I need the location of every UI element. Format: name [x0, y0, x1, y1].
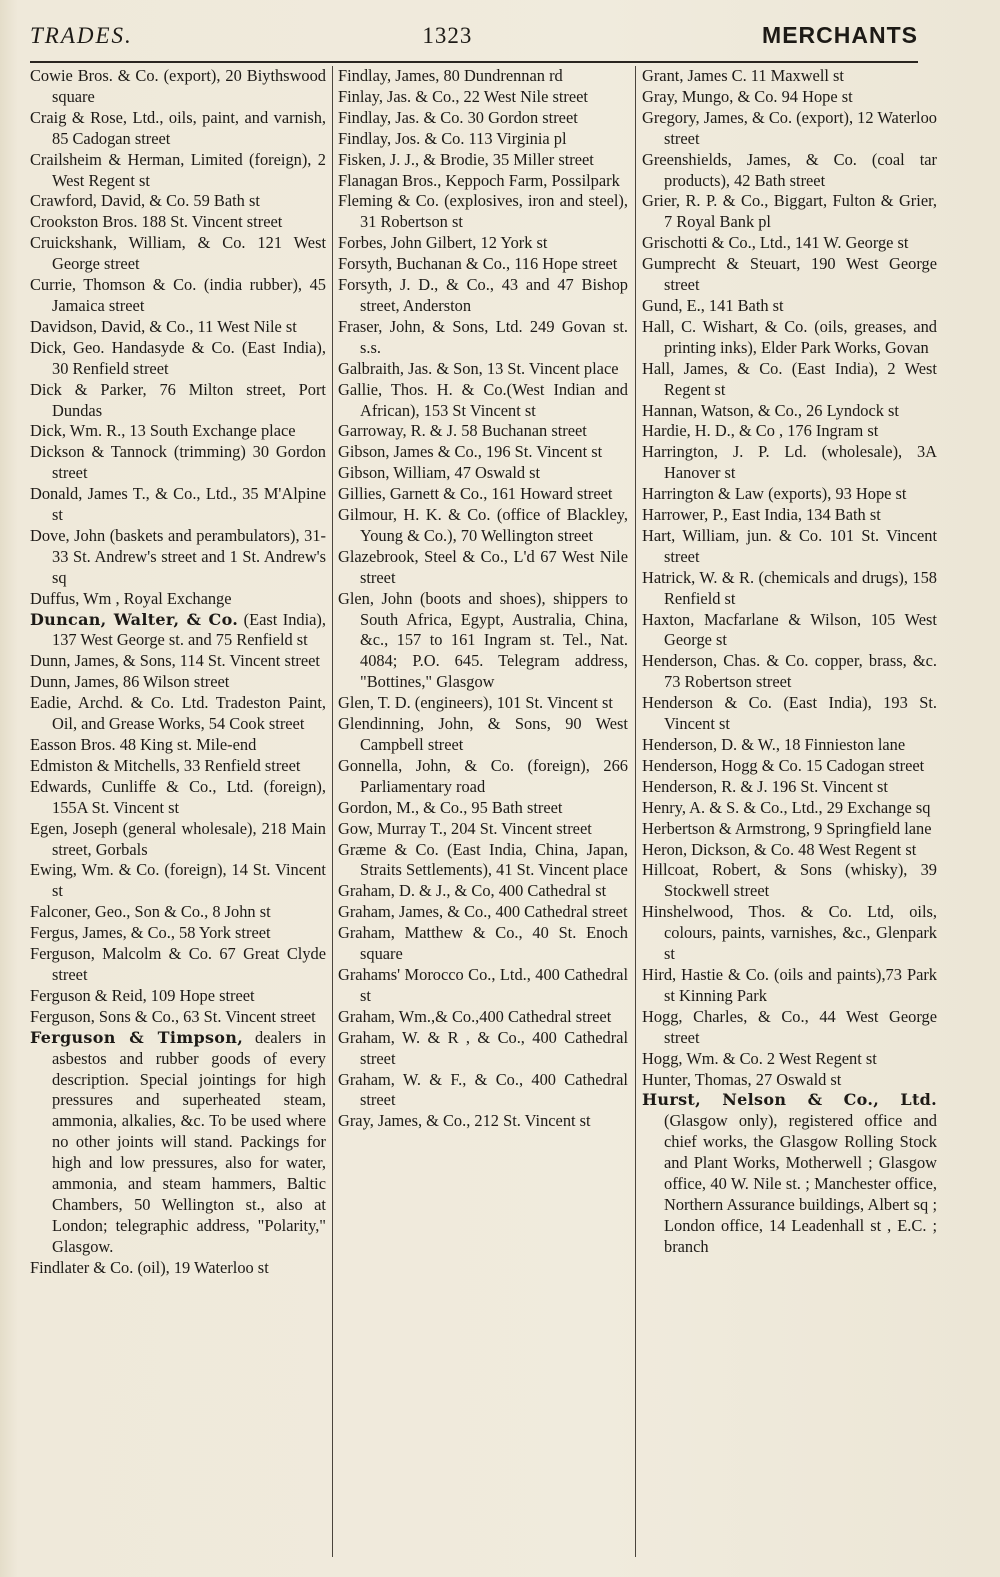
- directory-entry: [338, 547, 628, 589]
- entry-text: Hunter, Thomas, 27 Oswald st: [642, 1069, 842, 1089]
- entry-text: Fleming & Co. (explosives, iron and steel), 31 Robertson st: [338, 191, 628, 232]
- directory-entry: [338, 66, 628, 87]
- directory-entry: [642, 505, 937, 526]
- directory-entry: [642, 819, 937, 840]
- directory-entry: [642, 359, 937, 401]
- entry-text: Dickson & Tannock (trimming) 30 Gordon street: [30, 442, 326, 483]
- directory-entry: [30, 756, 326, 777]
- entry-text: (East India), 137 West George st. and 75 Renfield st: [52, 609, 326, 650]
- entry-text: Donald, James T., & Co., Ltd., 35 M'Alpine st: [30, 484, 326, 525]
- entry-text: Finlay, Jas. & Co., 22 West Nile street: [338, 86, 588, 106]
- page-number: 1323: [422, 23, 473, 48]
- directory-entry: [30, 651, 326, 672]
- entry-text: Dove, John (baskets and perambulators), 31-33 St. Andrew's street and 1 St. Andrew's sq: [30, 525, 326, 587]
- entry-text: Henderson, D. & W., 18 Finnieston lane: [642, 735, 906, 754]
- directory-entry: [642, 526, 937, 568]
- entry-text: Gordon, M., & Co., 95 Bath street: [338, 797, 563, 817]
- entry-text: Forbes, John Gilbert, 12 York st: [338, 233, 548, 253]
- directory-entry: [30, 380, 326, 422]
- directory-entry: [642, 296, 937, 317]
- directory-entry: [642, 651, 937, 693]
- directory-entry: [338, 714, 628, 756]
- directory-entry: [642, 1090, 937, 1257]
- entry-text: Ferguson, Sons & Co., 63 St. Vincent street: [30, 1006, 316, 1026]
- entry-text: Fraser, John, & Sons, Ltd. 249 Govan st. s.s.: [338, 316, 628, 357]
- entry-text: Henry, A. & S. & Co., Ltd., 29 Exchange sq: [642, 797, 931, 817]
- entry-text: Græme & Co. (East India, China, Japan, Straits Settlements), 41 St. Vincent place: [338, 839, 628, 880]
- directory-entry: [338, 359, 628, 380]
- directory-entry: [338, 1070, 628, 1112]
- directory-entry: [642, 777, 937, 798]
- entry-text: Gillies, Garnett & Co., 161 Howard street: [338, 484, 613, 504]
- entry-text: Cruickshank, William, & Co. 121 West George street: [30, 233, 326, 274]
- directory-entry: [338, 191, 628, 233]
- entry-text: Falconer, Geo., Son & Co., 8 John st: [30, 902, 271, 922]
- directory-entry: [338, 108, 628, 129]
- directory-entry: [30, 150, 326, 192]
- directory-entry: [30, 1007, 326, 1028]
- entry-text: Edmiston & Mitchells, 33 Renfield street: [30, 755, 301, 775]
- column-divider: [635, 66, 636, 1557]
- directory-entry: [30, 108, 326, 150]
- directory-entry: [30, 923, 326, 944]
- directory-entry: [642, 401, 937, 422]
- directory-entry: [642, 693, 937, 735]
- entry-text: Davidson, David, & Co., 11 West Nile st: [30, 316, 297, 336]
- directory-entry: [642, 735, 937, 756]
- entry-text: Hinshelwood, Thos. & Co. Ltd, oils, colours, paints, varnishes, &c., Glenpark st: [642, 902, 937, 964]
- directory-entry: [338, 798, 628, 819]
- entry-text: Dick & Parker, 76 Milton street, Port Dundas: [30, 379, 326, 420]
- entry-text: Henderson & Co. (East India), 193 St. Vincent st: [642, 693, 937, 734]
- directory-entry: [30, 1028, 326, 1258]
- running-head-right: MERCHANTS: [762, 22, 918, 48]
- entry-text: Ferguson, Malcolm & Co. 67 Great Clyde street: [30, 944, 326, 984]
- directory-entry: [30, 317, 326, 338]
- entry-text: Glen, John (boots and shoes), shippers to South Africa, Egypt, Australia, China, &c., 157 to 161 Ingram st. Tel., Nat. 4084; P.O. 645. Telegram address, "Bottines," Glasgow: [338, 588, 628, 692]
- entry-text: Hall, C. Wishart, & Co. (oils, greases, and printing inks), Elder Park Works, Govan: [642, 316, 937, 357]
- directory-entry: [338, 129, 628, 150]
- entry-text: Egen, Joseph (general wholesale), 218 Main street, Gorbals: [30, 818, 326, 859]
- entry-text: Easson Bros. 48 King st. Mile-end: [30, 735, 257, 754]
- directory-entry: [30, 442, 326, 484]
- directory-entry: [338, 87, 628, 108]
- entry-text: Glen, T. D. (engineers), 101 St. Vincent st: [338, 693, 613, 713]
- entry-text: Gund, E., 141 Bath st: [642, 295, 784, 315]
- entry-text: Gray, James, & Co., 212 St. Vincent st: [338, 1111, 591, 1131]
- entry-text: Glendinning, John, & Sons, 90 West Campbell street: [338, 714, 628, 754]
- entry-text: Grischotti & Co., Ltd., 141 W. George st: [642, 233, 909, 253]
- entry-text: Crookston Bros. 188 St. Vincent street: [30, 212, 283, 232]
- directory-entry: [338, 1111, 628, 1132]
- entry-text: Gallie, Thos. H. & Co.(West Indian and African), 153 St Vincent st: [338, 379, 628, 420]
- directory-entry: [30, 421, 326, 442]
- directory-entry: [30, 484, 326, 526]
- entry-text: Hannan, Watson, & Co., 26 Lyndock st: [642, 400, 899, 420]
- entry-text: Findlater & Co. (oil), 19 Waterloo st: [30, 1257, 269, 1277]
- entry-text: Dick, Geo. Handasyde & Co. (East India), 30 Renfield street: [30, 337, 326, 378]
- directory-entry: [338, 902, 628, 923]
- entry-text: Gilmour, H. K. & Co. (office of Blackley, Young & Co.), 70 Wellington street: [338, 505, 628, 545]
- entry-text: Dunn, James, 86 Wilson street: [30, 672, 230, 692]
- directory-entry: [30, 1258, 326, 1279]
- column-divider: [332, 66, 333, 1557]
- entry-text: Haxton, Macfarlane & Wilson, 105 West George st: [642, 609, 937, 650]
- entry-text: Heron, Dickson, & Co. 48 West Regent st: [642, 839, 917, 859]
- directory-entry: [30, 777, 326, 819]
- entry-text: Graham, Wm.,& Co.,400 Cathedral street: [338, 1006, 612, 1026]
- directory-entry: [338, 840, 628, 882]
- directory-entry: [338, 881, 628, 902]
- entry-text: Eadie, Archd. & Co. Ltd. Tradeston Paint, Oil, and Grease Works, 54 Cook street: [30, 693, 326, 734]
- directory-entry: [642, 568, 937, 610]
- directory-entry: [30, 819, 326, 861]
- directory-entry: [30, 693, 326, 735]
- directory-entry: [642, 965, 937, 1007]
- directory-entry: [338, 484, 628, 505]
- directory-entry: [642, 233, 937, 254]
- entry-text: Hogg, Charles, & Co., 44 West George street: [642, 1006, 937, 1047]
- directory-entry: [30, 672, 326, 693]
- directory-entry: [338, 421, 628, 442]
- entry-text: Dunn, James, & Sons, 114 St. Vincent street: [30, 651, 320, 671]
- directory-entry: [338, 1028, 628, 1070]
- directory-entry: [338, 254, 628, 275]
- entry-text: Findlay, Jos. & Co. 113 Virginia pl: [338, 128, 567, 148]
- directory-entry: [338, 150, 628, 171]
- entry-text: Greenshields, James, & Co. (coal tar products), 42 Bath street: [642, 149, 937, 190]
- entry-name-bold: Hurst, Nelson & Co., Ltd.: [642, 1090, 937, 1110]
- directory-entry: [642, 1049, 937, 1070]
- directory-entry: [642, 798, 937, 819]
- entry-text: Hatrick, W. & R. (chemicals and drugs), 158 Renfield st: [642, 567, 937, 608]
- entry-text: dealers in asbestos and rubber goods of every description. Special jointings for high pressures and superheated steam, ammonia, alkalies, &c. To be used where no other joints will stand. Packings for high and low pressures, also for water, ammonia, and steam hammers, Baltic Chambers, 50 Wellington st., also at London; telegraphic address, "Polarity," Glasgow.: [52, 1027, 327, 1256]
- directory-entry: [30, 233, 326, 275]
- directory-entry: [642, 191, 937, 233]
- directory-entry: [30, 589, 326, 610]
- entry-text: Currie, Thomson & Co. (india rubber), 45 Jamaica street: [30, 275, 326, 315]
- directory-entry: [338, 1007, 628, 1028]
- entry-text: Hart, William, jun. & Co. 101 St. Vincent street: [642, 525, 937, 566]
- entry-text: Graham, W. & R , & Co., 400 Cathedral street: [338, 1027, 628, 1068]
- directory-entry: [642, 840, 937, 861]
- entry-text: Hird, Hastie & Co. (oils and paints),73 Park st Kinning Park: [642, 964, 937, 1005]
- directory-entry: [642, 1007, 937, 1049]
- column-2: [338, 66, 628, 1557]
- entry-text: Gregory, James, & Co. (export), 12 Waterloo street: [642, 107, 938, 148]
- entry-name-bold: Duncan, Walter, & Co.: [30, 609, 239, 629]
- entry-text: Gumprecht & Steuart, 190 West George street: [642, 254, 937, 295]
- entry-text: Crailsheim & Herman, Limited (foreign), 2 West Regent st: [30, 149, 326, 190]
- directory-entry: [338, 463, 628, 484]
- directory-entry: [338, 693, 628, 714]
- entry-text: Graham, James, & Co., 400 Cathedral street: [338, 902, 628, 922]
- directory-entry: [338, 819, 628, 840]
- directory-entry: [338, 171, 628, 192]
- entry-text: Duffus, Wm , Royal Exchange: [30, 588, 232, 608]
- directory-entry: [30, 944, 326, 986]
- entry-text: Garroway, R. & J. 58 Buchanan street: [338, 421, 587, 441]
- entry-text: Fisken, J. J., & Brodie, 35 Miller street: [338, 149, 594, 169]
- entry-text: Grahams' Morocco Co., Ltd., 400 Cathedral st: [338, 964, 628, 1005]
- entry-text: Hardie, H. D., & Co , 176 Ingram st: [642, 421, 879, 441]
- entry-text: Graham, W. & F., & Co., 400 Cathedral street: [338, 1069, 628, 1110]
- directory-entry: [642, 484, 937, 505]
- entry-text: Henderson, R. & J. 196 St. Vincent st: [642, 776, 888, 796]
- page-header: [30, 22, 918, 58]
- directory-entry: [642, 1070, 937, 1091]
- entry-text: Forsyth, Buchanan & Co., 116 Hope street: [338, 254, 618, 274]
- directory-entry: [642, 756, 937, 777]
- directory-entry: [642, 902, 937, 965]
- directory-entry: [338, 923, 628, 965]
- directory-entry: [642, 317, 937, 359]
- entry-text: Hillcoat, Robert, & Sons (whisky), 39 Stockwell street: [642, 860, 937, 901]
- entry-text: Hall, James, & Co. (East India), 2 West Regent st: [642, 358, 937, 399]
- entry-text: Herbertson & Armstrong, 9 Springfield lane: [642, 818, 932, 838]
- directory-entry: [338, 965, 628, 1007]
- entry-text: Grant, James C. 11 Maxwell st: [642, 66, 844, 85]
- directory-entry: [338, 275, 628, 317]
- entry-text: Craig & Rose, Ltd., oils, paint, and varnish, 85 Cadogan street: [30, 107, 326, 148]
- entry-text: Gibson, James & Co., 196 St. Vincent st: [338, 442, 603, 462]
- entry-text: Flanagan Bros., Keppoch Farm, Possilpark: [338, 170, 620, 190]
- entry-text: Henderson, Hogg & Co. 15 Cadogan street: [642, 755, 925, 775]
- directory-entry: [642, 610, 937, 652]
- entry-text: Harrington, J. P. Ld. (wholesale), 3A Hanover st: [642, 442, 937, 483]
- entry-text: Graham, Matthew & Co., 40 St. Enoch square: [338, 923, 628, 964]
- directory-entry: [338, 505, 628, 547]
- directory-entry: [338, 233, 628, 254]
- directory-entry: [642, 421, 937, 442]
- entry-text: Edwards, Cunliffe & Co., Ltd. (foreign), 155A St. Vincent st: [30, 776, 326, 817]
- directory-entry: [30, 191, 326, 212]
- directory-entry: [30, 610, 326, 652]
- directory-entry: [30, 526, 326, 589]
- entry-text: Harrower, P., East India, 134 Bath st: [642, 505, 881, 525]
- entry-text: Ferguson & Reid, 109 Hope street: [30, 985, 255, 1005]
- entry-text: Hogg, Wm. & Co. 2 West Regent st: [642, 1048, 877, 1068]
- entry-text: Graham, D. & J., & Co, 400 Cathedral st: [338, 881, 607, 901]
- directory-entry: [338, 380, 628, 422]
- directory-entry: [30, 275, 326, 317]
- header-rule: [30, 61, 918, 63]
- entry-text: Dick, Wm. R., 13 South Exchange place: [30, 421, 296, 441]
- entry-text: Henderson, Chas. & Co. copper, brass, &c. 73 Robertson street: [642, 651, 937, 692]
- directory-entry: [642, 442, 937, 484]
- directory-entry: [30, 902, 326, 923]
- directory-entry: [30, 212, 326, 233]
- directory-entry: [30, 986, 326, 1007]
- entry-text: Findlay, Jas. & Co. 30 Gordon street: [338, 107, 578, 127]
- entry-name-bold: Ferguson & Timpson,: [30, 1027, 244, 1047]
- entry-text: Forsyth, J. D., & Co., 43 and 47 Bishop street, Anderston: [338, 275, 628, 315]
- entry-text: Grier, R. P. & Co., Biggart, Fulton & Grier, 7 Royal Bank pl: [642, 191, 937, 232]
- directory-entry: [338, 442, 628, 463]
- entry-text: Findlay, James, 80 Dundrennan rd: [338, 66, 563, 85]
- directory-entry: [338, 589, 628, 694]
- directory-entry: [642, 254, 937, 296]
- directory-entry: [30, 735, 326, 756]
- directory-entry: [30, 66, 326, 108]
- directory-entry: [642, 108, 937, 150]
- entry-text: Galbraith, Jas. & Son, 13 St. Vincent place: [338, 358, 619, 378]
- directory-entry: [30, 860, 326, 902]
- entry-text: Ewing, Wm. & Co. (foreign), 14 St. Vincent st: [30, 860, 326, 901]
- entry-text: Gray, Mungo, & Co. 94 Hope st: [642, 86, 853, 106]
- entry-text: (Glasgow only), registered office and chief works, the Glasgow Rolling Stock and Plant Works, Motherwell ; Glasgow office, 40 W. Nile st. ; Manchester office, Northern Assurance buildings, Albert sq ; London office, 14 Leadenhall st , E.C. ; branch: [664, 1111, 937, 1256]
- entry-text: Cowie Bros. & Co. (export), 20 Biythswood square: [30, 66, 326, 106]
- directory-entry: [30, 338, 326, 380]
- directory-entry: [642, 87, 937, 108]
- directory-entry: [642, 66, 937, 87]
- column-1: [30, 66, 326, 1557]
- column-3: [642, 66, 937, 1557]
- directory-entry: [642, 860, 937, 902]
- directory-entry: [338, 317, 628, 359]
- directory-entry: [642, 150, 937, 192]
- directory-entry: [338, 756, 628, 798]
- entry-text: Gibson, William, 47 Oswald st: [338, 463, 541, 483]
- entry-text: Crawford, David, & Co. 59 Bath st: [30, 191, 260, 211]
- running-head-left: TRADES.: [30, 23, 133, 48]
- entry-text: Fergus, James, & Co., 58 York street: [30, 923, 271, 943]
- entry-text: Glazebrook, Steel & Co., L'd 67 West Nile street: [338, 546, 628, 587]
- entry-text: Gonnella, John, & Co. (foreign), 266 Parliamentary road: [338, 755, 628, 796]
- entry-text: Gow, Murray T., 204 St. Vincent street: [338, 818, 592, 838]
- entry-text: Harrington & Law (exports), 93 Hope st: [642, 484, 907, 504]
